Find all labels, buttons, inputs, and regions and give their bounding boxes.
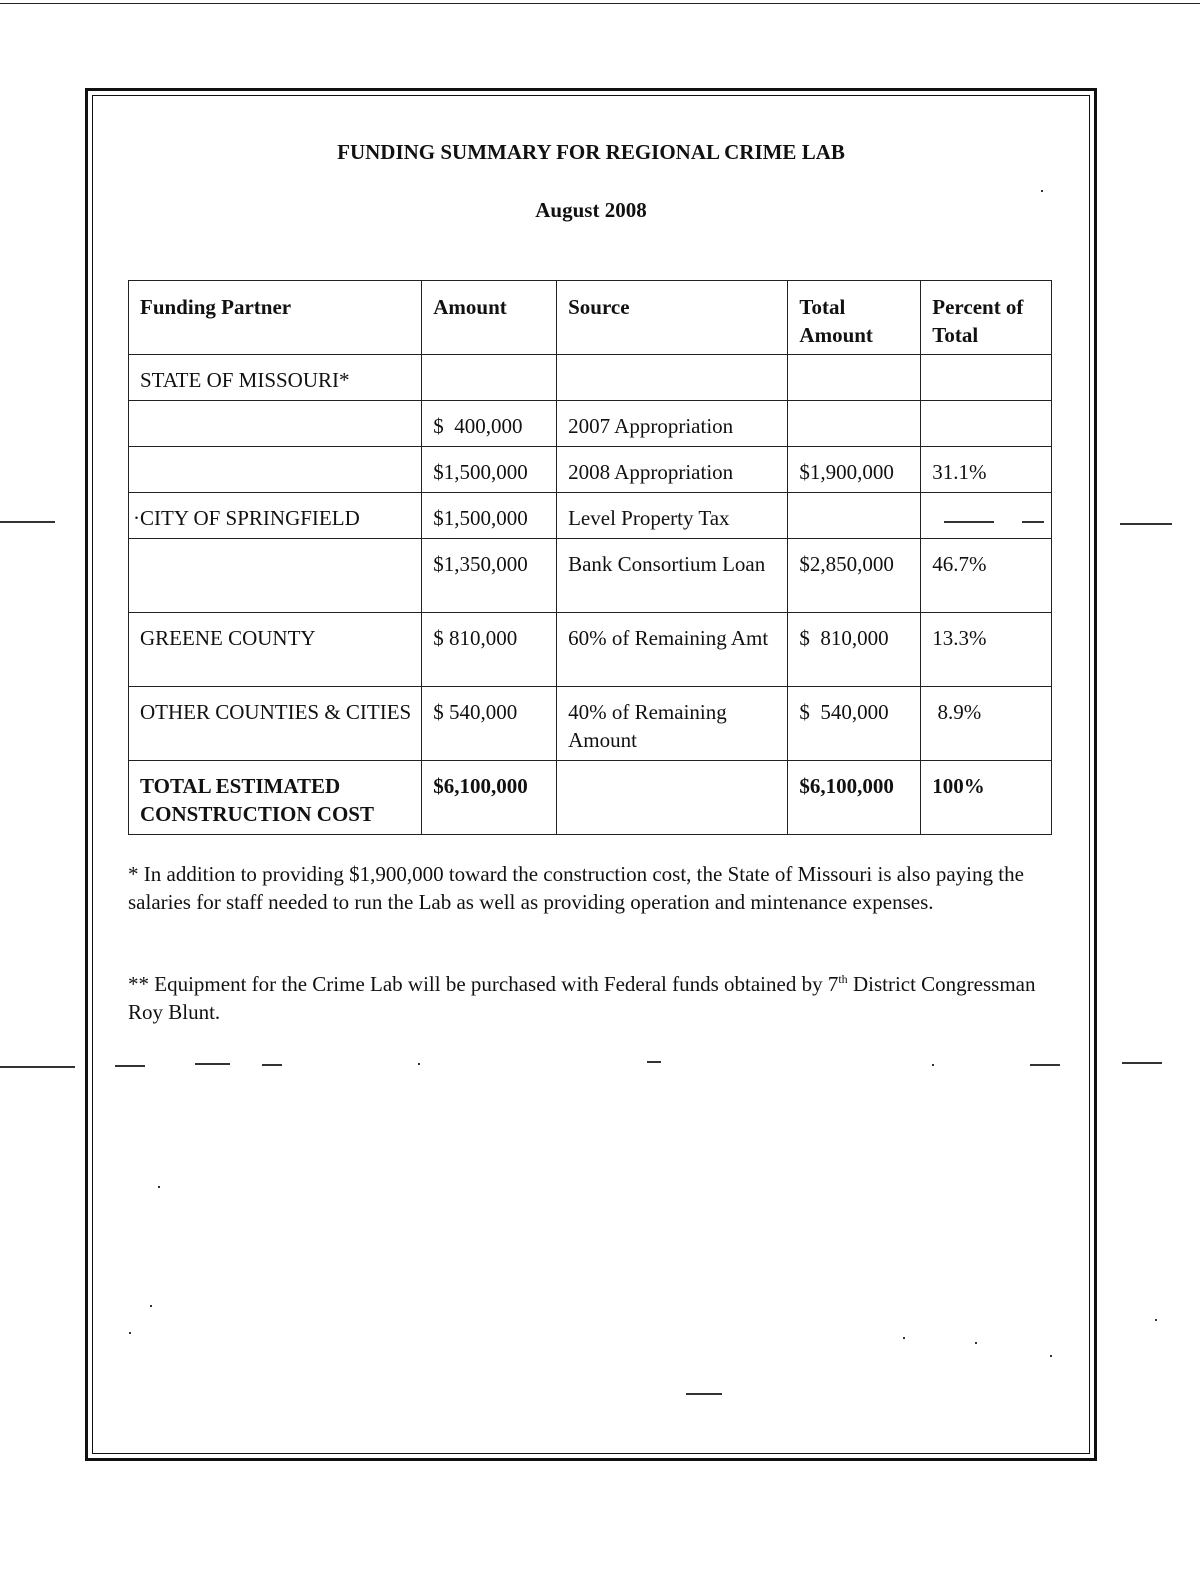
table-row (129, 447, 1052, 493)
scan-mark (1122, 1062, 1162, 1064)
cell-total (788, 401, 921, 447)
scan-mark (115, 1065, 145, 1067)
cell-partner (129, 539, 422, 613)
scan-mark (1120, 523, 1172, 525)
cell-total (788, 493, 921, 539)
scan-dot (1041, 190, 1043, 192)
top-edge-rule (0, 3, 1200, 4)
footnote-equipment-text: ** Equipment for the Crime Lab will be purchased with Federal funds obtained by 7 (128, 972, 839, 996)
cell-percent: 13.3% (921, 613, 1052, 687)
scan-mark (944, 521, 994, 523)
scan-dot (975, 1342, 977, 1344)
scan-mark (1030, 1064, 1060, 1066)
table-row (129, 401, 1052, 447)
cell-percent: 31.1% (921, 447, 1052, 493)
cell-partner: GREENE COUNTY (129, 613, 422, 687)
scan-dot (129, 1332, 131, 1334)
cell-amount (422, 355, 557, 401)
cell-percent: 46.7% (921, 539, 1052, 613)
cell-partner: STATE OF MISSOURI* (129, 355, 422, 401)
cell-amount: $ 540,000 (422, 687, 557, 761)
cell-source: Level Property Tax (557, 493, 788, 539)
cell-amount: $ 810,000 (422, 613, 557, 687)
footnote-equipment (128, 970, 1058, 1026)
cell-percent (921, 401, 1052, 447)
table-header-row (129, 281, 1052, 355)
cell-source (557, 355, 788, 401)
cell-total: $2,850,000 (788, 539, 921, 613)
table-total-row (129, 761, 1052, 835)
table-row (129, 687, 1052, 761)
cell-source: Bank Consortium Loan (557, 539, 788, 613)
cell-source (557, 761, 788, 835)
header-amount: Amount (422, 281, 557, 355)
cell-partner: TOTAL ESTIMATED CONSTRUCTION COST (129, 761, 422, 835)
document-date: August 2008 (535, 198, 647, 222)
cell-partner (129, 447, 422, 493)
cell-amount: $1,500,000 (422, 493, 557, 539)
footnote-equipment-text-end: District Congressman Roy Blunt. (128, 972, 1036, 1024)
header-total-amount: Total Amount (788, 281, 921, 355)
cell-percent (921, 355, 1052, 401)
scan-dot (903, 1337, 905, 1339)
header-source: Source (557, 281, 788, 355)
cell-percent: 100% (921, 761, 1052, 835)
header-percent-of-total: Percent of Total (921, 281, 1052, 355)
cell-total: $1,900,000 (788, 447, 921, 493)
scan-mark (0, 521, 55, 523)
scan-dot (418, 1063, 420, 1065)
table-row (129, 539, 1052, 613)
cell-amount: $1,350,000 (422, 539, 557, 613)
funding-table (128, 280, 1052, 835)
footnote-state: * In addition to providing $1,900,000 toward the construction cost, the State of Missouri is also paying the salaries for staff needed to run the Lab as well as providing operation and mintenance expenses. (128, 862, 1024, 914)
table-row (129, 355, 1052, 401)
cell-total: $ 540,000 (788, 687, 921, 761)
scan-mark (262, 1064, 282, 1066)
footnote-ordinal-suffix: th (838, 972, 848, 986)
cell-source: 2008 Appropriation (557, 447, 788, 493)
cell-percent (921, 493, 1052, 539)
cell-total (788, 355, 921, 401)
scan-mark (686, 1393, 722, 1395)
scan-mark (0, 1066, 75, 1068)
cell-source: 60% of Remaining Amt (557, 613, 788, 687)
cell-percent: 8.9% (921, 687, 1052, 761)
scan-dot (932, 1064, 934, 1066)
cell-source: 40% of Remaining Amount (557, 687, 788, 761)
cell-partner: ·CITY OF SPRINGFIELD (129, 493, 422, 539)
cell-total: $ 810,000 (788, 613, 921, 687)
cell-partner: OTHER COUNTIES & CITIES (129, 687, 422, 761)
scan-dot (1155, 1319, 1157, 1321)
cell-amount: $1,500,000 (422, 447, 557, 493)
scan-mark (647, 1061, 661, 1063)
header-funding-partner: Funding Partner (129, 281, 422, 355)
document-title: FUNDING SUMMARY FOR REGIONAL CRIME LAB (337, 140, 845, 164)
cell-total: $6,100,000 (788, 761, 921, 835)
cell-partner (129, 401, 422, 447)
cell-amount: $ 400,000 (422, 401, 557, 447)
cell-source: 2007 Appropriation (557, 401, 788, 447)
scan-dot (1050, 1355, 1052, 1357)
scan-mark (195, 1063, 230, 1065)
scan-mark (1022, 521, 1044, 523)
scan-dot (158, 1186, 160, 1188)
table-row (129, 613, 1052, 687)
scan-dot (150, 1305, 152, 1307)
cell-amount: $6,100,000 (422, 761, 557, 835)
table-row (129, 493, 1052, 539)
